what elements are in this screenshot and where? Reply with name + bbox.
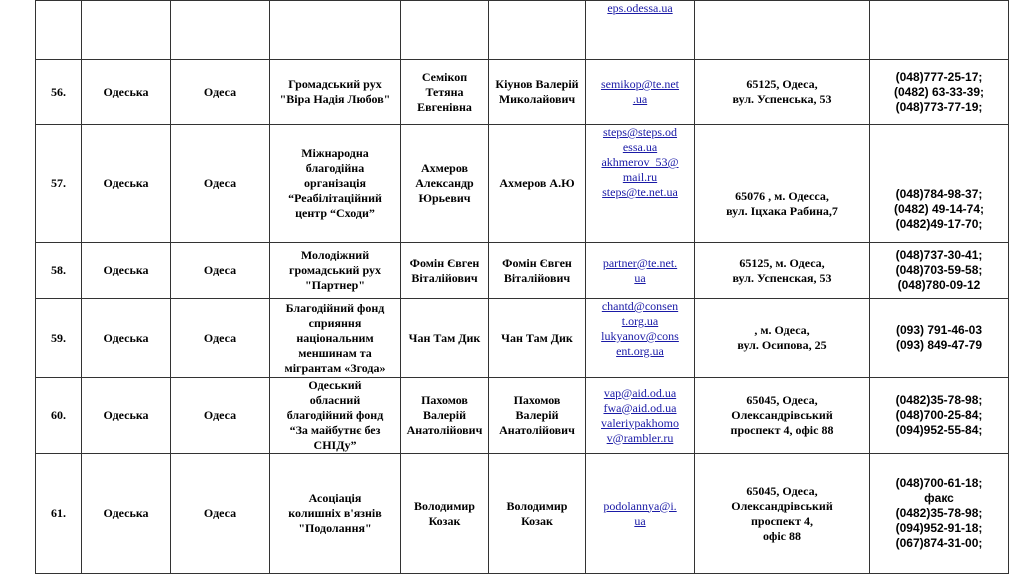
phone-line: (0482)35-78-98; [895,506,983,520]
phone-line: (093) 849-47-79 [895,338,983,352]
organization-line: “За майбутнє без [289,423,381,437]
phone-line: (048)780-09-12 [897,278,981,292]
head-cell: Семікоп Тетяна Евгенівна [401,60,489,125]
address-cell [695,125,870,243]
table-row [36,454,1009,574]
row-number-cell: 59. [36,299,82,378]
address-line: проспект 4, [751,513,813,528]
table-row [36,378,1009,454]
email-link[interactable]: semikop@te.net [600,77,680,91]
oblast-cell: Одеська [82,60,171,125]
head-cell: Фомін Євген Віталійович [401,243,489,299]
email-cell [586,454,695,574]
organization-cell [270,243,401,299]
head-cell: Ахмеров Александр Юрьевич [401,125,489,243]
address-line: вул. Успенська, 53 [732,92,832,106]
email-link[interactable]: ua [634,513,646,528]
phone-line: (048)773-77-19; [895,99,983,114]
organization-line: національним [296,330,374,345]
organization-line: центр “Сходи” [295,206,375,220]
row-number-cell: 57. [36,125,82,243]
email-link[interactable]: eps.odessa.ua [607,1,673,15]
organization-cell [270,378,401,454]
row-number-cell: 56. [36,60,82,125]
address-cell [695,454,870,574]
phone-line: (048)784-98-37; [895,187,983,201]
organization-line: громадський рух [289,263,381,277]
phone-line: (048)700-25-84; [895,408,983,422]
organization-line: мігрантам «Згода» [284,360,386,375]
organization-line: Благодійний фонд [285,300,385,315]
organization-line: СНІДу” [313,438,357,452]
organization-line: колишніх в'язнів [288,506,382,520]
phone-line: (0482) 49-14-74; [893,202,985,216]
address-cell [695,378,870,454]
email-link[interactable]: lukyanov@cons [601,329,679,343]
address-cell [695,60,870,125]
address-line: офіс 88 [763,528,801,543]
organization-line: Молодіжний [300,248,370,262]
phone-line: (0482) 63-33-39; [893,84,985,99]
head-cell: Володимир Козак [401,454,489,574]
organization-cell [270,454,401,574]
address-cell [695,243,870,299]
email-cell [586,243,695,299]
organization-line: сприяння [308,315,362,330]
email-cell [586,299,695,378]
address-line: Олександрівський [731,498,833,513]
table-row [36,60,1009,125]
address-line: 65045, Одеса, [746,483,818,498]
table-row [36,1,1009,60]
city-cell: Одеса [171,60,270,125]
organization-line: Асоціація [308,491,362,505]
email-link[interactable]: v@rambler.ru [606,430,674,445]
email-link[interactable]: partner@te.net. [602,255,678,270]
organization-line: "Партнер" [305,278,365,292]
organization-cell [270,299,401,378]
phone-line: (094)952-55-84; [895,423,983,437]
organization-line: Громадський рух [288,77,382,91]
phone-cell [870,299,1009,378]
address-line: вул. Іцхака Рабина,7 [726,203,838,218]
oblast-cell: Одеська [82,378,171,454]
phone-cell [870,378,1009,454]
phone-line: факс [924,491,954,505]
city-cell: Одеса [171,299,270,378]
email-link[interactable]: ent.org.ua [616,344,664,358]
city-cell: Одеса [171,378,270,454]
table-row [36,243,1009,299]
phone-line: (048)777-25-17; [895,69,983,84]
row-number-cell: 58. [36,243,82,299]
phone-line: (094)952-91-18; [895,521,983,535]
head-cell: Пахомов Валерій Анатолійович [401,378,489,454]
email-link[interactable]: valeriypakhomo [601,415,679,430]
email-link[interactable]: .ua [632,92,648,106]
contact-person-cell: Пахомов Валерій Анатолійович [489,378,586,454]
organization-line: Міжнародна [301,146,369,160]
address-line: вул. Осипова, 25 [737,338,827,352]
phone-cell [870,454,1009,574]
contact-person-cell: Кіунов Валерій Миколайович [489,60,586,125]
oblast-cell: Одеська [82,243,171,299]
row-number-cell: 60. [36,378,82,454]
email-link[interactable]: essa.ua [622,140,658,154]
address-line: , м. Одеса, [754,323,810,337]
organization-cell [270,125,401,243]
address-line: Олександрівський [731,408,833,422]
address-line: 65076 , м. Одесса, [735,188,829,203]
email-cell [586,378,695,454]
organization-cell [270,60,401,125]
address-line: 65045, Одеса, [746,393,818,407]
phone-line: (093) 791-46-03 [895,323,983,337]
email-link[interactable]: podolannya@i. [603,498,677,513]
email-link[interactable]: steps@te.net.ua [602,185,678,199]
email-cell [586,60,695,125]
phone-line: (0482)35-78-98; [895,393,983,407]
email-link[interactable]: steps@steps.od [602,125,678,139]
phone-line: (048)703-59-58; [895,263,983,277]
city-cell: Одеса [171,454,270,574]
organizations-table [35,0,1009,574]
row-number-cell: 61. [36,454,82,574]
email-link[interactable]: fwa@aid.od.ua [603,400,677,415]
organization-line: "Подолання" [298,521,372,535]
email-link[interactable]: t.org.ua [621,314,659,328]
contact-person-cell: Ахмеров А.Ю [489,125,586,243]
address-line: вул. Успенская, 53 [732,270,832,285]
phone-line: (048)737-30-41; [895,248,983,262]
oblast-cell: Одеська [82,125,171,243]
organization-line: “Реабілітаційний [288,191,382,205]
address-line: проспект 4, офіс 88 [730,423,834,437]
phone-cell [870,243,1009,299]
table-row [36,125,1009,243]
phone-cell [870,60,1009,125]
city-cell: Одеса [171,125,270,243]
organization-line: меншинам та [298,345,372,360]
email-link[interactable]: akhmerov_53@ [601,155,679,169]
oblast-cell: Одеська [82,299,171,378]
organization-line: обласний [309,393,361,407]
address-line: 65125, м. Одеса, [739,255,825,270]
contact-person-cell: Фомін Євген Віталійович [489,243,586,299]
phone-cell [870,125,1009,243]
organization-line: організація [304,176,366,190]
head-cell: Чан Там Дик [401,299,489,378]
organization-line: благодійна [305,161,365,175]
email-link[interactable]: chantd@consen [601,299,679,313]
table-row [36,299,1009,378]
organization-line: благодійний фонд [286,408,384,422]
address-line: 65125, Одеса, [746,77,818,91]
oblast-cell: Одеська [82,454,171,574]
email-link[interactable]: mail.ru [622,170,658,184]
organization-line: "Віра Надія Любов" [279,92,391,106]
email-cell [586,125,695,243]
phone-line: (067)874-31-00; [895,536,983,550]
contact-person-cell: Володимир Козак [489,454,586,574]
organization-line: Одеський [308,378,362,392]
city-cell: Одеса [171,243,270,299]
phone-line: (048)700-61-18; [895,476,983,490]
phone-line: (0482)49-17-70; [895,217,983,231]
email-link[interactable]: vap@aid.od.ua [603,385,677,400]
contact-person-cell: Чан Там Дик [489,299,586,378]
email-link[interactable]: ua [634,270,646,285]
address-cell [695,299,870,378]
